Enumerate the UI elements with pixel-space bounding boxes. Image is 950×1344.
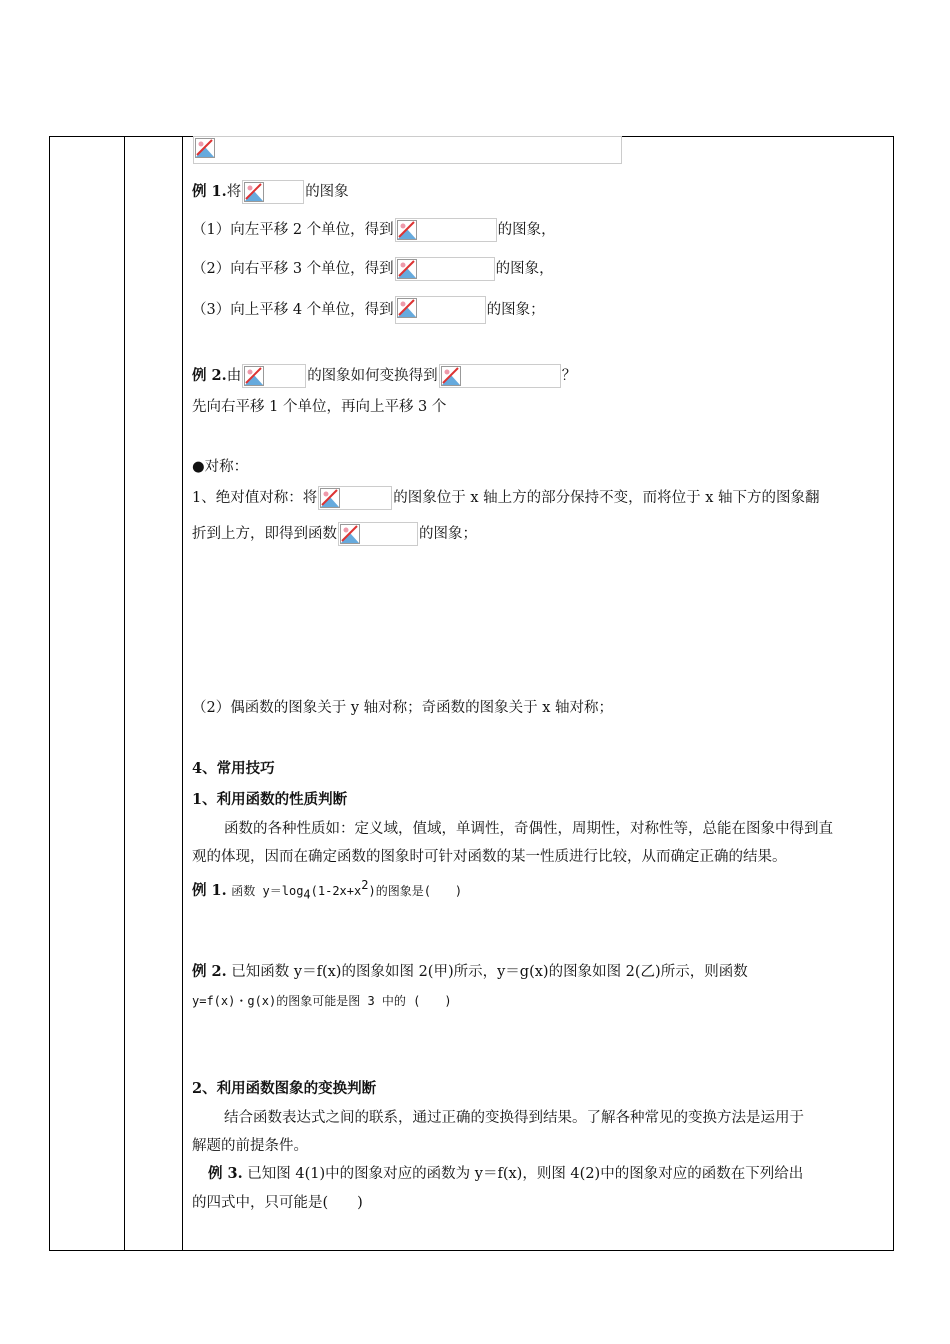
ex1-item-text: （3）向上平移 4 个单位，得到 (192, 302, 394, 318)
tips-para2-line2: 解题的前提条件。 (192, 1138, 308, 1154)
ex2-answer: 先向右平移 1 个单位，再向上平移 3 个 (192, 399, 447, 415)
tips-sub1: 1、利用函数的性质判断 (192, 791, 348, 808)
ex2-mid: 的图象如何变换得到 (307, 368, 438, 384)
tips-ex1-title: 例 1. (192, 881, 227, 899)
tips-ex3-text: 已知图 4(1)中的图象对应的函数为 y＝f(x)，则图 4(2)中的图象对应的函数在下列给出 (247, 1166, 804, 1182)
symmetry-line2-post: 的图象； (419, 526, 477, 542)
tips-para1-line1: 函数的各种性质如：定义域，值域，单调性，奇偶性，周期性，对称性等，总能在图象中得到直 (224, 821, 833, 837)
formula-image (193, 136, 622, 164)
ex1-item-text: （2）向右平移 3 个单位，得到 (192, 261, 394, 277)
formula-image (318, 486, 392, 510)
ex2-title: 例 2. (192, 367, 227, 384)
symmetry-line1-pre: 1、绝对值对称：将 (192, 490, 318, 506)
ex1-title: 例 1. (192, 183, 227, 200)
formula-image (395, 257, 495, 281)
ex1-item-1 (192, 218, 556, 242)
tips-para1-line2: 观的体现，因而在确定函数的图象时可针对函数的某一性质进行比较，从而确定正确的结果。 (192, 849, 787, 865)
tips-ex2-title: 例 2. (192, 963, 227, 980)
tips-ex1 (192, 875, 462, 905)
tips-ex3-title: 例 3. (208, 1165, 243, 1182)
tips-para2-line1: 结合函数表达式之间的联系，通过正确的变换得到结果。了解各种常见的变换方法是运用于 (224, 1110, 804, 1126)
symmetry-item-2: （2）偶函数的图象关于 y 轴对称；奇函数的图象关于 x 轴对称； (192, 700, 614, 716)
tips-ex2-line2: y=f(x)・g(x)的图象可能是图 3 中的 ( ) (192, 994, 452, 1008)
column-divider-1 (124, 136, 125, 1251)
tips-ex2-text: 已知函数 y＝f(x)的图象如图 2(甲)所示，y＝g(x)的图象如图 2(乙)所示，则函数 (231, 964, 748, 980)
formula-image (242, 180, 304, 204)
ex1-pre: 将 (226, 184, 242, 200)
column-divider-2 (182, 136, 183, 1251)
formula-image (242, 364, 306, 388)
symmetry-line2-pre: 折到上方，即得到函数 (192, 526, 337, 542)
symmetry-line-2 (192, 522, 477, 546)
symmetry-line1-post: 的图象位于 x 轴上方的部分保持不变，而将位于 x 轴下方的图象翻 (393, 490, 820, 506)
tips-ex1-post: )的图象是( ) (368, 883, 463, 898)
tips-ex2-line1 (192, 962, 748, 982)
symmetry-line-1 (192, 486, 820, 510)
formula-image (338, 522, 418, 546)
ex1-item-2 (192, 257, 554, 281)
tips-ex3-line2: 的四式中，只可能是( ) (192, 1195, 363, 1211)
tips-ex3-line1 (208, 1164, 803, 1184)
tips-heading: 4、常用技巧 (192, 760, 275, 777)
ex2-pre: 由 (226, 368, 242, 384)
tips-ex1-pre: 函数 y＝log (231, 883, 304, 898)
ex1-post: 的图象 (305, 184, 349, 200)
ex1-item-suffix: 的图象， (495, 261, 554, 277)
ex1-item-text: （1）向左平移 2 个单位，得到 (192, 222, 394, 238)
ex2-post: ？ (561, 368, 577, 384)
tips-ex1-sub: 4 (303, 887, 311, 902)
ex1-item-suffix: 的图象， (497, 222, 556, 238)
formula-image (395, 218, 497, 242)
ex1-item-3 (192, 296, 545, 324)
formula-image (395, 296, 486, 324)
tips-ex1-sup: 2 (361, 878, 369, 892)
formula-image (439, 364, 561, 388)
symmetry-heading: ●对称： (192, 459, 249, 475)
tips-ex1-mid: (1-2x+x (310, 883, 362, 898)
ex1-item-suffix: 的图象； (486, 302, 545, 318)
ex1-line (192, 180, 349, 204)
tips-sub2: 2、利用函数图象的变换判断 (192, 1080, 377, 1097)
ex2-line (192, 364, 576, 388)
